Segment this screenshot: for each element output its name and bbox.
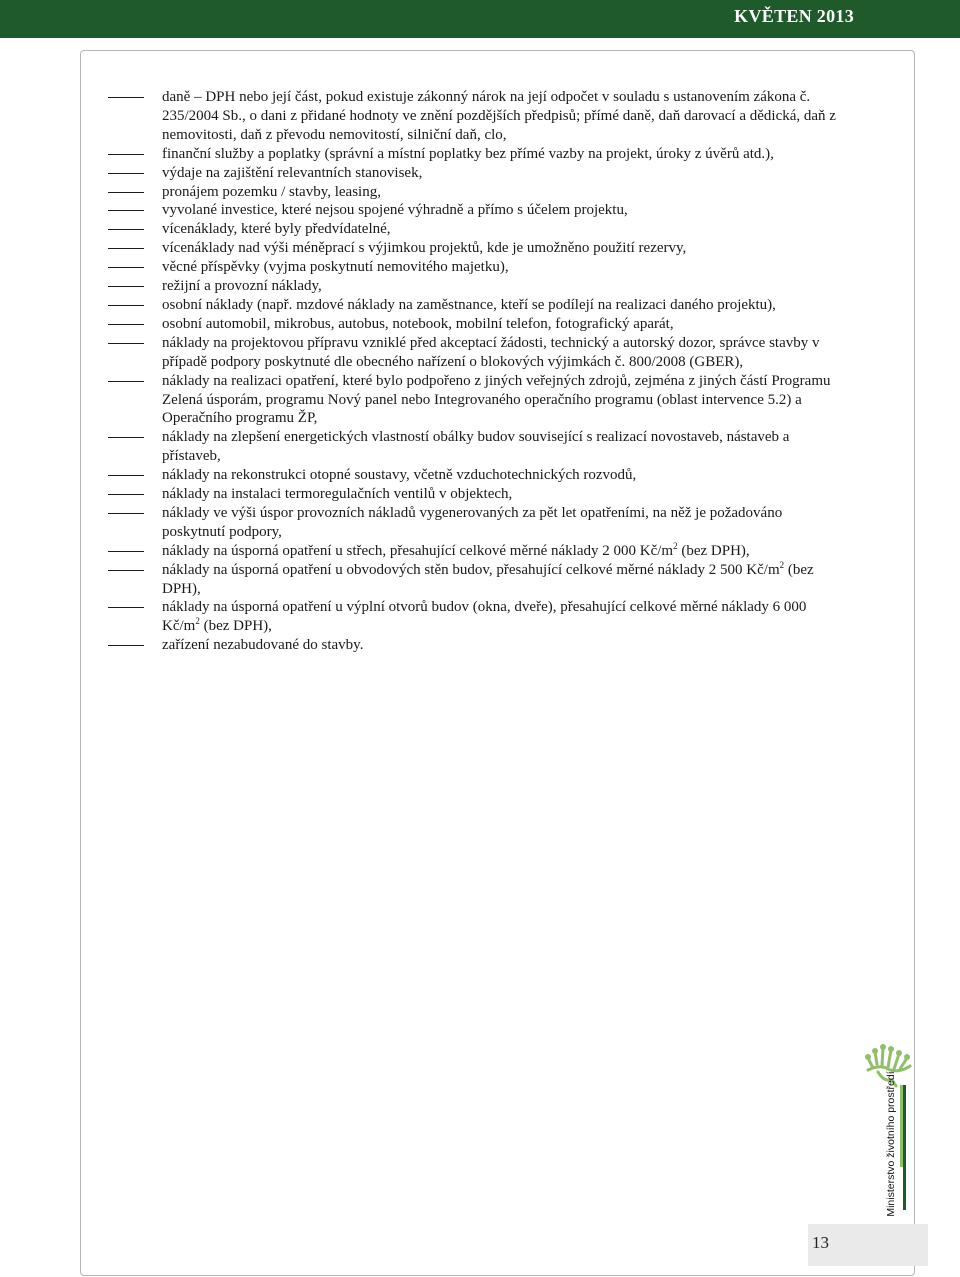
list-item xyxy=(108,239,838,258)
header-title: KVĚTEN 2013 xyxy=(734,6,854,26)
dash-bullet xyxy=(108,475,144,476)
dash-bullet xyxy=(108,324,144,325)
list-item-text: věcné příspěvky (vyjma poskytnutí nemovitého majetku), xyxy=(162,259,509,276)
dash-bullet xyxy=(108,248,144,249)
list-item-text: náklady ve výši úspor provozních nákladů vygenerovaných za pět let opatřeními, na něž je požadováno poskytnutí podpory, xyxy=(162,504,783,540)
list-item xyxy=(108,485,838,504)
list-item-text: náklady na realizaci opatření, které bylo podpořeno z jiných veřejných zdrojů, zejména z jiných částí Programu Zelená úsporám, programu Nový panel nebo Integrovaného operačního programu (oblast intervence 5.2) a Operačního programu ŽP, xyxy=(162,372,831,427)
dash-bullet xyxy=(108,286,144,287)
dash-bullet xyxy=(108,494,144,495)
dash-bullet xyxy=(108,305,144,306)
list-item-text: náklady na úsporná opatření u obvodových stěn budov, přesahující celkové měrné náklady 2 500 Kč/m xyxy=(162,561,780,578)
dash-bullet xyxy=(108,513,144,514)
list-item xyxy=(108,201,838,220)
list-item xyxy=(108,372,838,429)
list-item-text: náklady na instalaci termoregulačních ventilů v objektech, xyxy=(162,486,513,503)
list-item-text: pronájem pozemku / stavby, leasing, xyxy=(162,183,381,200)
list-item xyxy=(108,334,838,372)
list-item-text: vícenáklady nad výši méněprací s výjimkou projektů, kde je umožněno použití rezervy, xyxy=(162,240,687,257)
list-item-text: náklady na úsporná opatření u střech, přesahující celkové měrné náklady 2 000 Kč/m xyxy=(162,542,674,559)
dash-bullet xyxy=(108,381,144,382)
list-item-text: náklady na úsporná opatření u výplní otvorů budov (okna, dveře), přesahující celkové měrné náklady 6 000 Kč/m xyxy=(162,599,807,635)
list-item xyxy=(108,164,838,183)
dash-bullet xyxy=(108,343,144,344)
list-item xyxy=(108,315,838,334)
dash-bullet xyxy=(108,97,144,98)
dash-bullet xyxy=(108,645,144,646)
list-item xyxy=(108,542,838,561)
list-item-text-after: (bez DPH), xyxy=(162,561,814,597)
list-item-text-after: (bez DPH), xyxy=(677,542,750,559)
list-item xyxy=(108,636,838,655)
page-number: 13 xyxy=(812,1233,829,1252)
list-item-text: náklady na rekonstrukci otopné soustavy, včetně vzduchotechnických rozvodů, xyxy=(162,467,637,484)
list-item xyxy=(108,220,838,239)
list-item-text: náklady na zlepšení energetických vlastností obálky budov související s realizací novostaveb, nástaveb a přístaveb, xyxy=(162,429,790,465)
list-item-text: výdaje na zajištění relevantních stanovisek, xyxy=(162,164,423,181)
superscript: 2 xyxy=(195,616,200,627)
ministry-name-vertical: Ministerstvo životního prostředí xyxy=(885,1071,897,1217)
list-item-text: osobní náklady (např. mzdové náklady na zaměstnance, kteří se podílejí na realizaci daného projektu), xyxy=(162,296,776,313)
list-item xyxy=(108,466,838,485)
dash-bullet xyxy=(108,607,144,608)
list-item xyxy=(108,561,838,599)
dash-bullet xyxy=(108,267,144,268)
dash-bullet xyxy=(108,192,144,193)
list-item-text: náklady na projektovou přípravu vzniklé před akceptací žádosti, technický a autorský dozor, správce stavby v případě podpory poskytnuté dle obecného nařízení o blokových výjimkách č. 800/2008 (GBER), xyxy=(162,334,820,370)
list-item xyxy=(108,296,838,315)
dash-bullet xyxy=(108,570,144,571)
list-item xyxy=(108,428,838,466)
dash-bullet xyxy=(108,173,144,174)
list-item-text: osobní automobil, mikrobus, autobus, notebook, mobilní telefon, fotografický aparát, xyxy=(162,315,674,332)
list-item-text: daně – DPH nebo její část, pokud existuje zákonný nárok na její odpočet v souladu s ustanovením zákona č. 235/2004 Sb., o dani z přidané hodnoty ve znění pozdějších předpisů; přímé daně, daň darovací a dědická, daň z nemovitosti, daň z převodu nemovitostí, silniční daň, clo, xyxy=(162,89,836,143)
list-item-text: vícenáklady, které byly předvídatelné, xyxy=(162,221,391,238)
list-item xyxy=(108,258,838,277)
list-item xyxy=(108,88,838,145)
ineligible-costs-list xyxy=(108,88,838,655)
list-item xyxy=(108,183,838,202)
dash-bullet xyxy=(108,154,144,155)
list-item xyxy=(108,277,838,296)
dash-bullet xyxy=(108,229,144,230)
dash-bullet xyxy=(108,210,144,211)
list-item-text: finanční služby a poplatky (správní a místní poplatky bez přímé vazby na projekt, úroky z úvěrů atd.), xyxy=(162,145,774,162)
list-item xyxy=(108,145,838,164)
superscript: 2 xyxy=(673,540,678,551)
list-item-text: zařízení nezabudované do stavby. xyxy=(162,637,364,654)
list-item xyxy=(108,598,838,636)
logo-bar-dark xyxy=(903,1085,906,1210)
dash-bullet xyxy=(108,437,144,438)
superscript: 2 xyxy=(779,559,785,570)
dash-bullet xyxy=(108,551,144,552)
list-item-text-after: (bez DPH), xyxy=(199,618,272,635)
list-item-text: režijní a provozní náklady, xyxy=(162,278,322,295)
list-item-text: vyvolané investice, které nejsou spojené výhradně a přímo s účelem projektu, xyxy=(162,202,628,219)
list-item xyxy=(108,504,838,542)
